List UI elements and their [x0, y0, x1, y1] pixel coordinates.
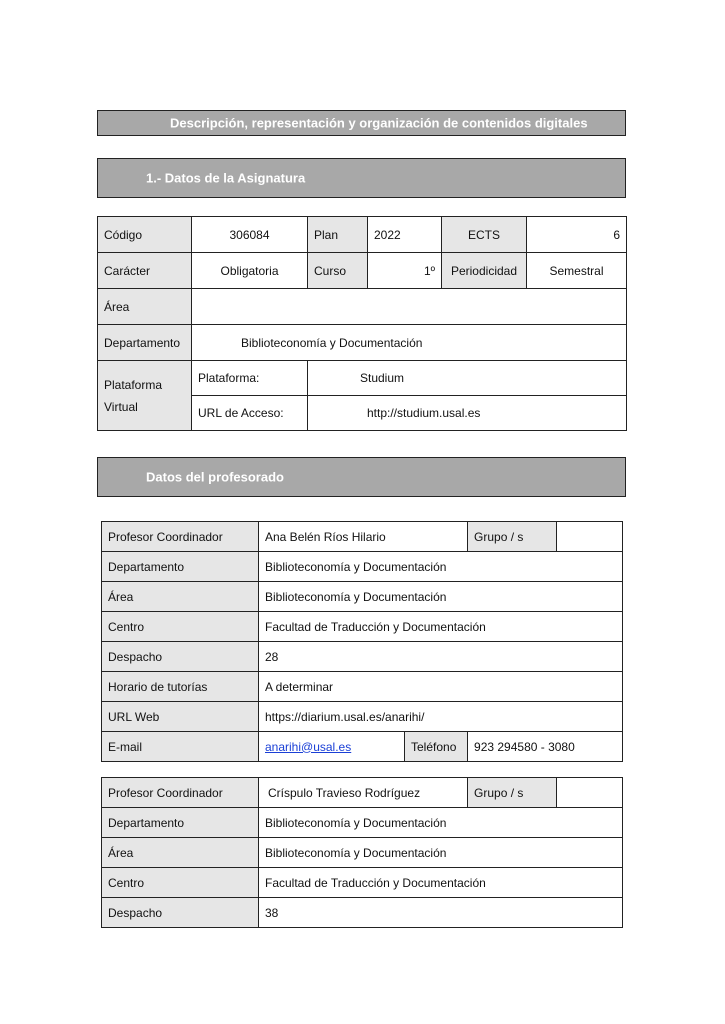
section-asignatura-title: 1.- Datos de la Asignatura	[146, 170, 306, 186]
area-value	[192, 289, 627, 325]
area-label: Área	[102, 838, 259, 868]
despacho-label: Despacho	[102, 898, 259, 928]
telefono-value: 923 294580 - 3080	[468, 732, 623, 762]
table-row	[102, 898, 623, 928]
ects-value: 6	[527, 217, 627, 253]
plataforma-value: Studium	[308, 361, 627, 396]
area-value: Biblioteconomía y Documentación	[259, 838, 623, 868]
email-link[interactable]: anarihi@usal.es	[265, 739, 352, 754]
periodicidad-label: Periodicidad	[442, 253, 527, 289]
grupo-label: Grupo / s	[468, 778, 557, 808]
horario-value: A determinar	[259, 672, 623, 702]
plataforma-label: Plataforma:	[192, 361, 308, 396]
table-row	[102, 838, 623, 868]
plataforma-virtual-label-line1: Plataforma	[104, 377, 163, 392]
url-web-value: https://diarium.usal.es/anarihi/	[259, 702, 623, 732]
departamento-value: Biblioteconomía y Documentación	[259, 808, 623, 838]
table-row	[102, 702, 623, 732]
codigo-label: Código	[98, 217, 192, 253]
telefono-label: Teléfono	[405, 732, 468, 762]
table-row	[98, 289, 627, 325]
curso-label: Curso	[308, 253, 368, 289]
plan-label: Plan	[308, 217, 368, 253]
section-asignatura-header	[97, 158, 626, 198]
coordinador-name: Críspulo Travieso Rodríguez	[259, 778, 468, 808]
table-row	[102, 522, 623, 552]
area-label: Área	[98, 289, 192, 325]
document-title: Descripción, representación y organización de contenidos digitales	[170, 115, 588, 131]
grupo-label: Grupo / s	[468, 522, 557, 552]
profesor-table-2	[101, 777, 623, 928]
plan-value: 2022	[368, 217, 442, 253]
url-web-label: URL Web	[102, 702, 259, 732]
table-row	[102, 582, 623, 612]
departamento-value: Biblioteconomía y Documentación	[259, 552, 623, 582]
periodicidad-value: Semestral	[527, 253, 627, 289]
centro-value: Facultad de Traducción y Documentación	[259, 612, 623, 642]
table-row	[98, 325, 627, 361]
centro-value: Facultad de Traducción y Documentación	[259, 868, 623, 898]
grupo-value	[557, 778, 623, 808]
departamento-label: Departamento	[102, 552, 259, 582]
email-cell	[259, 732, 405, 762]
url-acceso-value: http://studium.usal.es	[308, 396, 627, 431]
table-row	[102, 672, 623, 702]
table-row	[102, 868, 623, 898]
caracter-label: Carácter	[98, 253, 192, 289]
despacho-value: 28	[259, 642, 623, 672]
table-row	[102, 612, 623, 642]
coordinador-name: Ana Belén Ríos Hilario	[259, 522, 468, 552]
area-value: Biblioteconomía y Documentación	[259, 582, 623, 612]
departamento-label: Departamento	[98, 325, 192, 361]
table-row	[102, 552, 623, 582]
ects-label: ECTS	[442, 217, 527, 253]
coordinador-label: Profesor Coordinador	[102, 522, 259, 552]
url-acceso-label: URL de Acceso:	[192, 396, 308, 431]
coordinador-label: Profesor Coordinador	[102, 778, 259, 808]
despacho-label: Despacho	[102, 642, 259, 672]
departamento-label: Departamento	[102, 808, 259, 838]
caracter-value: Obligatoria	[192, 253, 308, 289]
grupo-value	[557, 522, 623, 552]
table-row	[98, 253, 627, 289]
table-row	[102, 732, 623, 762]
section-profesorado-title: Datos del profesorado	[146, 469, 284, 485]
table-row	[102, 642, 623, 672]
table-row	[102, 778, 623, 808]
table-row	[102, 808, 623, 838]
profesor-table-1	[101, 521, 623, 762]
plataforma-virtual-label-line2: Virtual	[104, 399, 138, 414]
curso-value: 1º	[368, 253, 442, 289]
centro-label: Centro	[102, 868, 259, 898]
email-label: E-mail	[102, 732, 259, 762]
section-profesorado-header	[97, 457, 626, 497]
horario-label: Horario de tutorías	[102, 672, 259, 702]
despacho-value: 38	[259, 898, 623, 928]
area-label: Área	[102, 582, 259, 612]
centro-label: Centro	[102, 612, 259, 642]
departamento-value: Biblioteconomía y Documentación	[192, 325, 627, 361]
table-row	[98, 217, 627, 253]
document-title-banner	[97, 110, 626, 136]
plataforma-virtual-label	[98, 361, 192, 431]
table-row	[98, 361, 627, 396]
asignatura-table	[97, 216, 627, 431]
codigo-value: 306084	[192, 217, 308, 253]
